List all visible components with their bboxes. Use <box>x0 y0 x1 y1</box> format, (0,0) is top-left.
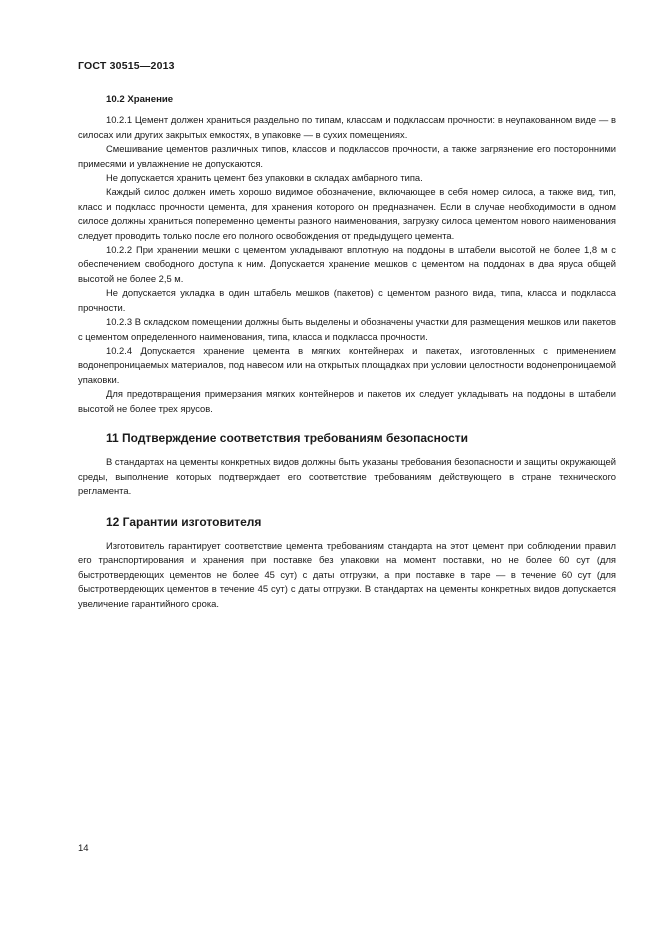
document-header: ГОСТ 30515—2013 <box>78 60 175 72</box>
paragraph: 10.2.1 Цемент должен храниться раздельно по типам, классам и подклассам прочности: в неупакованном виде — в силосах или других закрытых емкостях, в упаковке — в сухих помещениях. <box>78 114 616 140</box>
paragraph: Не допускается хранить цемент без упаковки в складах амбарного типа. <box>106 172 423 184</box>
paragraph: Для предотвращения примерзания мягких контейнеров и пакетов их следует укладывать на поддоны в штабели высотой не более трех ярусов. <box>78 388 616 414</box>
paragraph: В стандартах на цементы конкретных видов должны быть указаны требования безопасности и защиты окружающей среды, выполнение которых подтверждает его соответствие требованиям действующего в стране технического регламента. <box>78 456 616 497</box>
page-content <box>78 93 616 611</box>
section-title-12: 12 Гарантии изготовителя <box>106 514 262 529</box>
paragraph: 10.2.2 При хранении мешки с цементом укладывают вплотную на поддоны в штабели высотой не более 1,8 м с обеспечением свободного доступа к ним. Допускается хранение мешков с цементом на поддонах в два яруса общей высотой не более 2,5 м. <box>78 244 616 284</box>
page-number: 14 <box>78 843 89 854</box>
paragraph: Изготовитель гарантирует соответствие цемента требованиям стандарта на этот цемент при соблюдении правил его транспортирования и хранения при поставке без упаковки на момент поставки, но не более 60 сут (для быстротвердеющих цементов не более 45 сут) с даты отгрузки, а при поставке в таре — в течение 60 сут (для быстротвердеющих цементов в течение 45 сут) с даты отгрузки. В стандартах на цементы конкретных видов допускается увеличение гарантийного срока. <box>78 539 616 609</box>
paragraph: 10.2.4 Допускается хранение цемента в мягких контейнерах и пакетах, изготовленных с применением водонепроницаемых материалов, под навесом или на открытых площадках при условии целостности водонепроницаемой упаковки. <box>78 344 616 385</box>
section-title-11: 11 Подтверждение соответствия требованиям безопасности <box>106 430 469 445</box>
subsection-title-10-2: 10.2 Хранение <box>106 94 174 105</box>
paragraph: 10.2.3 В складском помещении должны быть выделены и обозначены участки для размещения мешков или пакетов с цементом определенного наименования, типа, класса и подкласса прочности. <box>78 316 616 342</box>
paragraph: Не допускается укладка в один штабель мешков (пакетов) с цементом разного вида, типа, класса и подкласса прочности. <box>78 287 616 313</box>
paragraph: Смешивание цементов различных типов, классов и подклассов прочности, а также загрязнение его посторонними примесями и увлажнение не допускаются. <box>78 143 616 169</box>
paragraph: Каждый силос должен иметь хорошо видимое обозначение, включающее в себя номер силоса, а также вид, тип, класс и подкласс прочности цемента, для хранения которого он предназначен. Если в случае необходимости в одном силосе должны храниться попеременно цементы разного наименования, загрузку силоса цементом нового наименования следует проводить только после его полного освобождения от предыдущего цемента. <box>78 186 616 241</box>
